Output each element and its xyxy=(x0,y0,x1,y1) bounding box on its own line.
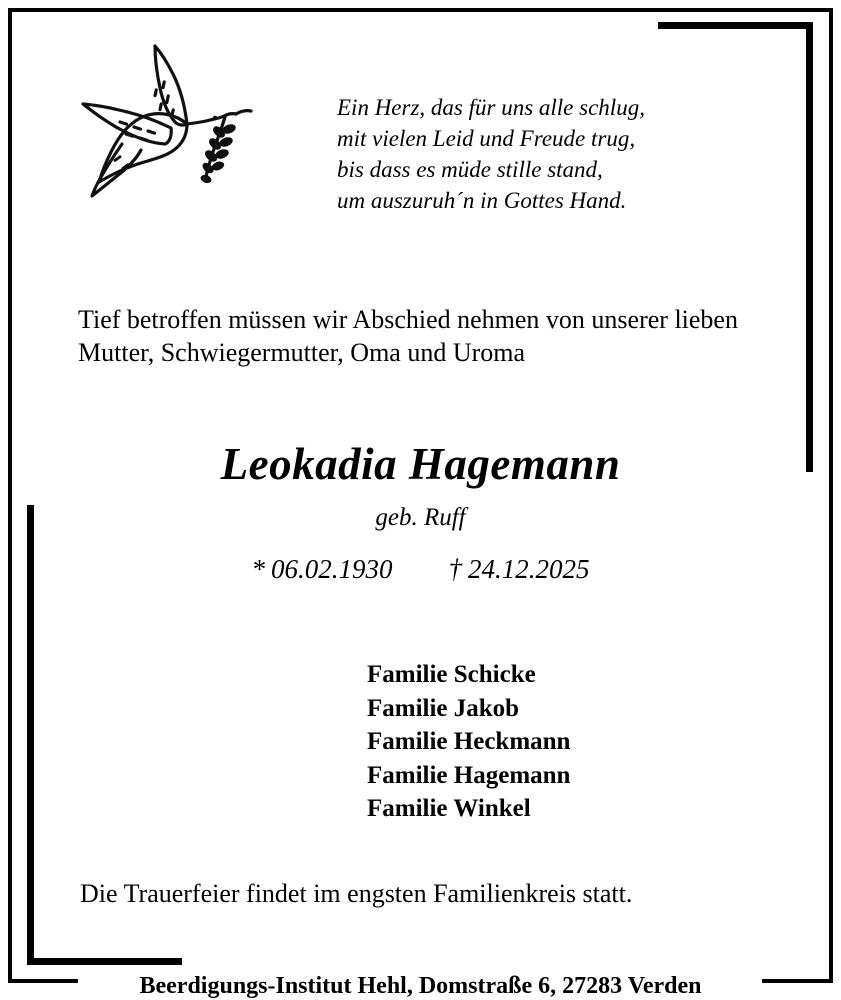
family-list xyxy=(367,658,570,826)
frame-border-top xyxy=(8,8,833,12)
poem-line: mit vielen Leid und Freude trug, xyxy=(337,126,636,151)
corner-bracket-top-right-vertical xyxy=(806,22,813,472)
death-date xyxy=(449,554,590,584)
dove-icon xyxy=(75,32,265,204)
poem-line: um auszuruh´n in Gottes Hand. xyxy=(337,188,627,213)
list-item: Familie Hagemann xyxy=(367,761,571,789)
announcement-text: Tief betroffen müssen wir Abschied nehmen von unserer lieben Mutter, Schwiegermutter, Oma und Uroma xyxy=(78,305,738,367)
funeral-home-footer xyxy=(0,972,841,1000)
service-note: Die Trauerfeier findet im engsten Familienkreis statt. xyxy=(80,879,633,908)
list-item: Familie Heckmann xyxy=(367,728,571,755)
birth-star-icon: * xyxy=(251,554,265,584)
maiden-name: geb. Ruff xyxy=(375,504,466,531)
list-item: Familie Schicke xyxy=(367,661,536,688)
poem-line: bis dass es müde stille stand, xyxy=(337,157,603,182)
frame-border-left xyxy=(8,8,12,983)
death-date-value: 24.12.2025 xyxy=(468,554,590,584)
poem-line: Ein Herz, das für uns alle schlug, xyxy=(337,95,645,120)
death-cross-icon: † xyxy=(448,554,462,584)
list-item: Familie Jakob xyxy=(367,694,520,722)
list-item: Familie Winkel xyxy=(367,795,531,822)
funeral-home-text: Beerdigungs-Institut Hehl, Domstraße 6, 27283 Verden xyxy=(127,972,713,1000)
life-dates xyxy=(0,552,841,586)
corner-bracket-bottom-left-horizontal xyxy=(27,958,182,965)
memorial-poem xyxy=(337,92,757,216)
birth-date-value: 06.02.1930 xyxy=(271,554,393,584)
birth-date xyxy=(252,554,393,584)
frame-border-right xyxy=(829,8,833,983)
corner-bracket-top-right-horizontal xyxy=(658,22,813,29)
deceased-name: Leokadia Hagemann xyxy=(220,439,621,489)
